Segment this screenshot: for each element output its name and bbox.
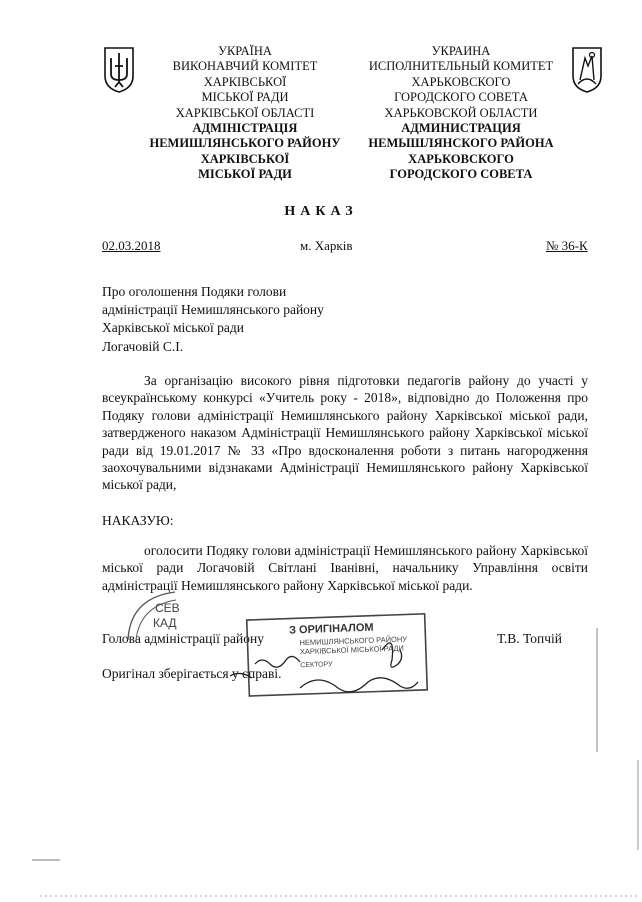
header-left-line: УКРАЇНА — [218, 44, 272, 58]
header-left-bold-line: НЕМИШЛЯНСЬКОГО РАЙОНУ — [149, 136, 341, 151]
document-title: НАКАЗ — [284, 204, 358, 219]
signature-position: Голова адміністрації району — [102, 631, 264, 646]
signature-name: Т.В. Топчій — [497, 631, 562, 646]
header-right-line: ХАРЬКОВСКОГО — [411, 74, 511, 89]
subject-line: Про оголошення Подяки голови — [102, 284, 287, 299]
header-left-line: ХАРКІВСЬКОЇ ОБЛАСТІ — [175, 105, 315, 120]
header-right-bold-line: НЕМЫШЛЯНСКОГО РАЙОНА — [368, 136, 554, 151]
subject-line: Логачовій С.І. — [102, 338, 184, 354]
round-seal-text: СЕВ — [155, 601, 180, 615]
header-left-line: ХАРКІВСЬКОЇ — [203, 74, 287, 89]
header-left — [140, 44, 350, 183]
certification-stamp-line: ХАРКІВСЬКОЇ МІСЬКОЇ РАДИ — [299, 643, 404, 657]
header-left-line: ВИКОНАВЧИЙ КОМІТЕТ — [172, 59, 318, 74]
document-date: 02.03.2018 — [102, 238, 161, 253]
preamble-paragraph: За організацію високого рівня підготовки педагогів району до участі у всеукраїнському конкурсі «Учитель року - 2018», відповідно до Положення про Подяку голови адміністрації Немишлянського району Харківської міської ради, затвердженого наказом Адміністрації Немишлянського району Харківської міської ради від 19.01.2017 № 33 «Про вдосконалення роботи з питань нагородження заохочувальними відзнаками Адміністрації Немишлянського району Харківської міської ради, — [102, 373, 588, 493]
header-right-line: УКРАИНА — [431, 44, 491, 58]
original-note: Оригінал зберігається у справі. — [102, 666, 282, 681]
certification-stamp-line: НЕМИШЛЯНСЬКОГО РАЙОНУ — [299, 634, 408, 648]
header-left-bold-line: МІСЬКОЇ РАДИ — [198, 167, 292, 182]
header-right-bold-line: ГОРОДСКОГО СОВЕТА — [389, 167, 533, 182]
header-right — [346, 44, 576, 183]
header-right-line: ГОРОДСКОГО СОВЕТА — [394, 90, 528, 105]
header-left-bold-line: АДМІНІСТРАЦІЯ — [192, 121, 298, 136]
document-number: № 36-К — [546, 238, 588, 253]
order-paragraph: оголосити Подяку голови адміністрації Немишлянського району Харківської міської ради Логачовій Світлані Іванівні, начальнику Управління освіти адміністрації Немишлянського району Харківської міської ради. — [102, 543, 588, 593]
header-right-line: ИСПОЛНИТЕЛЬНЫЙ КОМИТЕТ — [368, 59, 554, 74]
trident-emblem-icon — [102, 44, 136, 94]
document-subject — [102, 283, 324, 356]
certification-stamp — [247, 614, 428, 696]
header-right-bold-line: АДМИНИСТРАЦИЯ — [401, 121, 521, 136]
subject-line: адміністрації Немишлянського району — [102, 302, 324, 318]
header-left-line: МІСЬКОЇ РАДИ — [201, 90, 289, 105]
document-city: м. Харків — [300, 238, 353, 253]
certification-stamp-title: З ОРИГІНАЛОМ — [288, 621, 374, 637]
header-right-line: ХАРЬКОВСКОЙ ОБЛАСТИ — [384, 105, 538, 120]
round-seal-text: КАД — [153, 616, 177, 630]
order-word: НАКАЗУЮ: — [102, 513, 174, 528]
header-right-bold-line: ХАРЬКОВСКОГО — [408, 151, 514, 166]
subject-line: Харківської міської ради — [102, 320, 245, 336]
certification-stamp-line: СЕКТОРУ — [300, 661, 333, 670]
header-left-bold-line: ХАРКІВСЬКОЇ — [200, 151, 290, 166]
